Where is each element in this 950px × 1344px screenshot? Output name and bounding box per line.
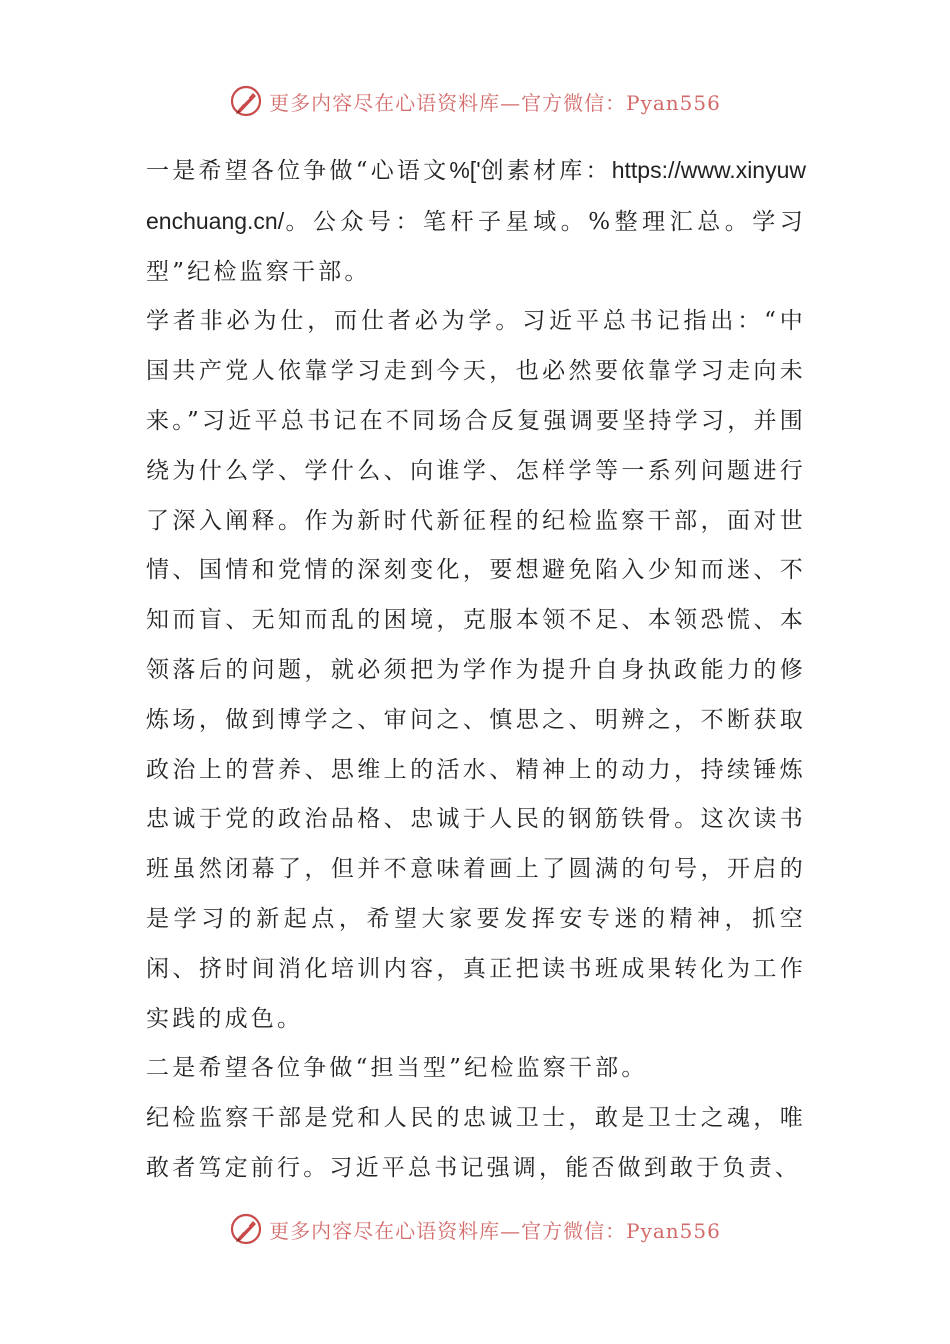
paragraph-3: 二是希望各位争做“担当型”纪检监察干部。 (146, 1055, 648, 1082)
watermark-text: 更多内容尽在心语资料库—官方微信：Pyan556 (269, 1218, 721, 1243)
pen-quill-icon (229, 84, 263, 118)
paragraph-1: 一是希望各位争做“心语文%['创素材库：https://www.xinyuwenchuang.cn/。公众号：笔杆子星域。%整理汇总。学习型”纪检监察干部。 (146, 157, 806, 285)
url-link: https://www.xinyuwenchuang.cn/ (146, 157, 806, 234)
watermark-header (0, 84, 950, 124)
watermark-footer (0, 1212, 950, 1252)
paragraph-4: 纪检监察干部是党和人民的忠诚卫士，敢是卫士之魂，唯敢者笃定前行。习近平总书记强调，能否做到敢于负责、 (146, 1105, 806, 1181)
watermark-text: 更多内容尽在心语资料库—官方微信：Pyan556 (269, 90, 721, 115)
document-body (146, 146, 806, 1194)
paragraph-2: 学者非必为仕，而仕者必为学。习近平总书记指出：“中国共产党人依靠学习走到今天，也必然要依靠学习走向未来。”习近平总书记在不同场合反复强调要坚持学习，并围绕为什么学、学什么、向谁学、怎样学等一系列问题进行了深入阐释。作为新时代新征程的纪检监察干部，面对世情、国情和党情的深刻变化，要想避免陷入少知而迷、不知而盲、无知而乱的困境，克服本领不足、本领恐慌、本领落后的问题，就必须把为学作为提升自身执政能力的修炼场，做到博学之、审问之、慎思之、明辨之，不断获取政治上的营养、思维上的活水、精神上的动力，持续锤炼忠诚于党的政治品格、忠诚于人民的钢筋铁骨。这次读书班虽然闭幕了，但并不意味着画上了圆满的句号，开启的是学习的新起点，希望大家要发挥安专迷的精神，抓空闲、挤时间消化培训内容，真正把读书班成果转化为工作实践的成色。 (146, 308, 806, 1032)
pen-quill-icon (229, 1212, 263, 1246)
